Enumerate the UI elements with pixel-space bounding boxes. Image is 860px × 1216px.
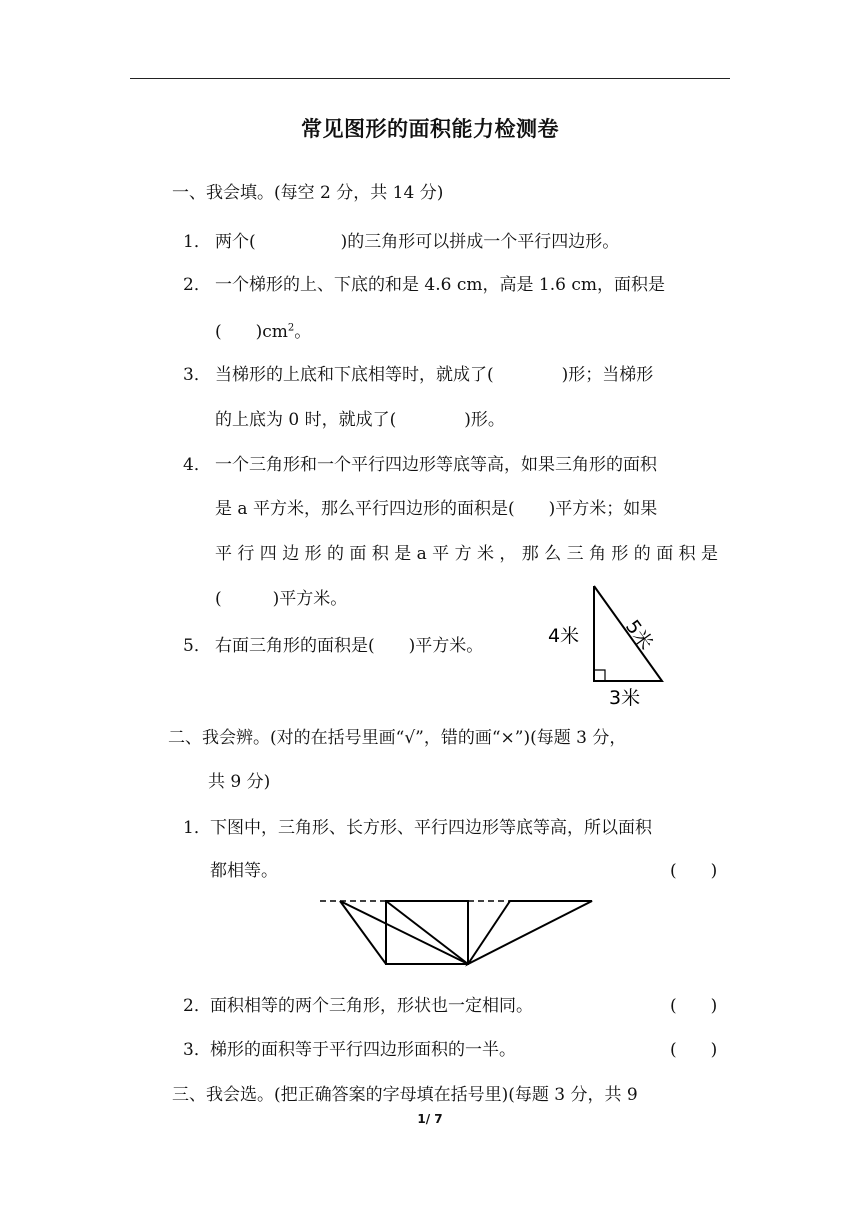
bottom-side-label: 3米 [609,687,641,709]
s2-q2-answer-paren: ( ) [670,996,718,1016]
page-number: 1/ 7 [417,1112,443,1126]
s2-q2-number: 2． [183,996,211,1016]
q4-line1: 一个三角形和一个平行四边形等底等高，如果三角形的面积 [215,455,657,475]
rectangle-diagonal [386,901,468,964]
q1-number: 1． [183,232,211,252]
section2-heading-line1: 二、我会辨。(对的在括号里画“√”，错的画“×”)(每题 3 分， [168,728,627,748]
right-triangle-figure [545,582,675,712]
triangle-shape [340,901,468,964]
q3-line1: 当梯形的上底和下底相等时，就成了( )形；当梯形 [215,365,654,385]
parallelogram-shape [468,901,592,964]
q2-end: 。 [294,322,312,342]
s2-q1-line1: 下图中，三角形、长方形、平行四边形等底等高，所以面积 [210,818,652,838]
top-rule [130,78,730,79]
s2-q3-number: 3． [183,1040,211,1060]
q2-blank: ( )cm [215,322,288,342]
q5-text: 右面三角形的面积是( )平方米。 [215,636,484,656]
hypotenuse-label: 5米 [620,616,658,655]
q2-line1: 一个梯形的上、下底的和是 4.6 cm，高是 1.6 cm，面积是 [215,275,665,295]
right-angle-mark [594,670,605,681]
q4-line4: ( )平方米。 [215,589,348,609]
s2-q2-text: 面积相等的两个三角形，形状也一定相同。 [210,996,533,1016]
shapes-figure [318,895,598,970]
section1-heading: 一、我会填。(每空 2 分，共 14 分) [172,183,444,203]
section2-heading-line2: 共 9 分) [208,772,271,792]
q4-line3: 平 行 四 边 形 的 面 积 是 a 平 方 米 ， 那 么 三 角 形 的 面 积 是 [215,544,719,564]
q2-number: 2． [183,275,211,295]
q2-line2 [215,320,311,344]
s2-q3-text: 梯形的面积等于平行四边形面积的一半。 [210,1040,516,1060]
q3-number: 3． [183,365,211,385]
page-title: 常见图形的面积能力检测卷 [301,117,559,141]
q2-superscript: 2 [287,322,295,334]
q4-number: 4． [183,455,211,475]
s2-q3-answer-paren: ( ) [670,1040,718,1060]
q4-line2: 是 a 平方米，那么平行四边形的面积是( )平方米；如果 [215,499,658,519]
q1-text: 两个( )的三角形可以拼成一个平行四边形。 [215,232,620,252]
s2-q1-number: 1． [183,818,211,838]
s2-q1-answer-paren: ( ) [670,861,718,881]
section3-heading: 三、我会选。(把正确答案的字母填在括号里)(每题 3 分，共 9 [172,1085,638,1105]
left-side-label: 4米 [548,625,580,647]
q5-number: 5． [183,636,211,656]
s2-q1-line2: 都相等。 [210,861,278,881]
q3-line2: 的上底为 0 时，就成了( )形。 [215,410,505,430]
